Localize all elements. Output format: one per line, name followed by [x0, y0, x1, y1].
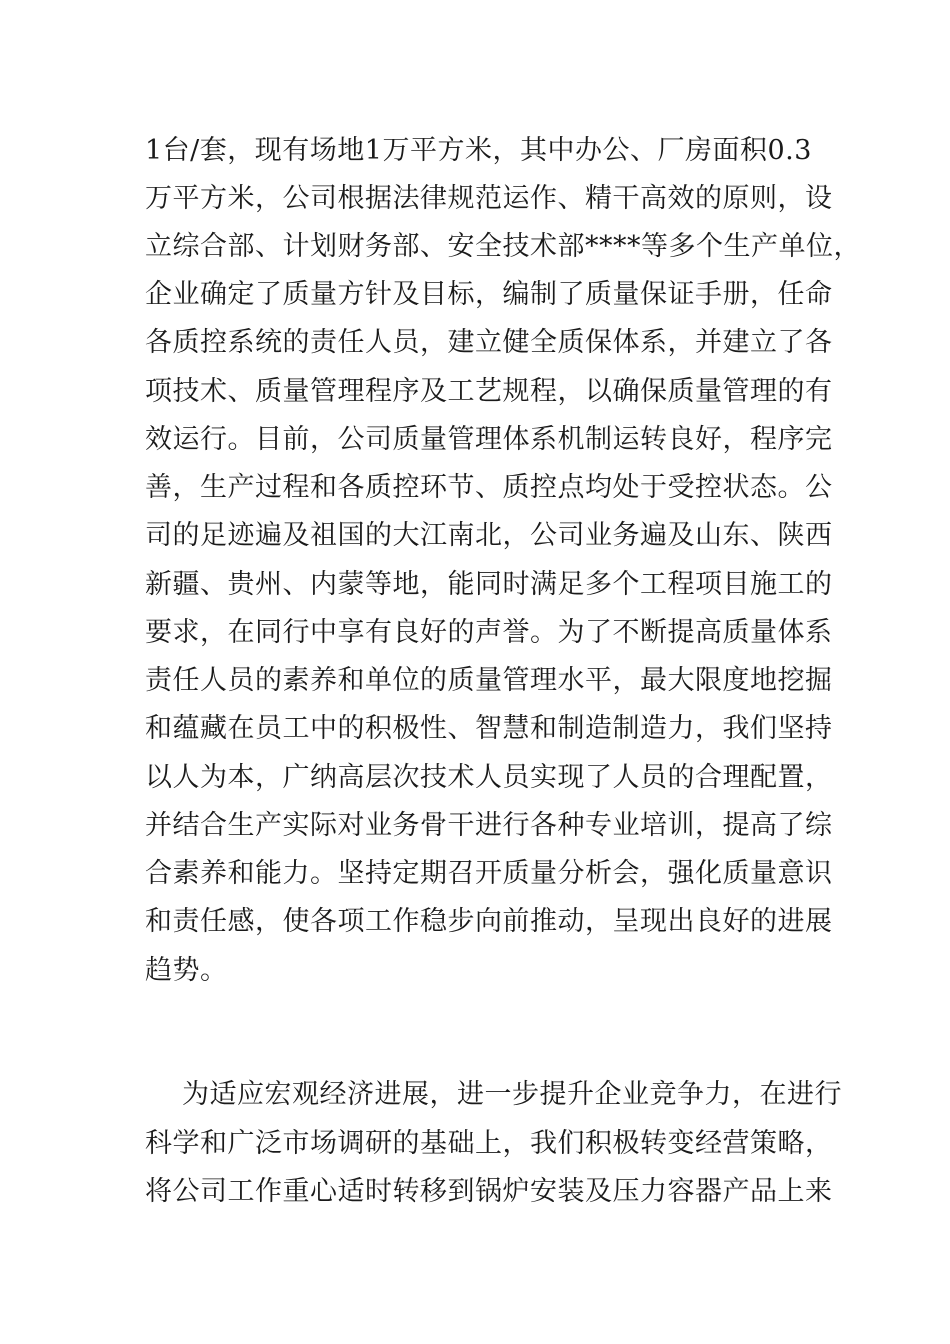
text-line: 司的足迹遍及祖国的大江南北，公司业务遍及山东、陕西	[145, 520, 833, 551]
text-line: 1台/套，现有场地1万平方米，其中办公、厂房面积0.3	[145, 135, 812, 166]
text-line: 趋势。	[145, 955, 228, 986]
text-line: 科学和广泛市场调研的基础上，我们积极转变经营策略，	[145, 1128, 833, 1159]
text-line: 以人为本，广纳高层次技术人员实现了人员的合理配置，	[145, 762, 833, 793]
text-line: 立综合部、计划财务部、安全技术部****等多个生产单位，	[145, 231, 861, 262]
text-line: 要求，在同行中享有良好的声誉。为了不断提高质量体系	[145, 617, 833, 648]
text-line: 和蕴藏在员工中的积极性、智慧和制造制造力，我们坚持	[145, 713, 833, 744]
text-line: 和责任感，使各项工作稳步向前推动，呈现出良好的进展	[145, 906, 833, 937]
text-line: 万平方米，公司根据法律规范运作、精干高效的原则，设	[145, 183, 833, 214]
text-line: 善，生产过程和各质控环节、质控点均处于受控状态。公	[145, 472, 833, 503]
text-line: 各质控系统的责任人员，建立健全质保体系，并建立了各	[145, 327, 833, 358]
text-line: 效运行。目前，公司质量管理体系机制运转良好，程序完	[145, 424, 833, 455]
text-line: 并结合生产实际对业务骨干进行各种专业培训，提高了综	[145, 810, 833, 841]
text-line: 企业确定了质量方针及目标，编制了质量保证手册，任命	[145, 279, 833, 310]
text-line: 合素养和能力。坚持定期召开质量分析会，强化质量意识	[145, 858, 833, 889]
text-line: 将公司工作重心适时转移到锅炉安装及压力容器产品上来	[145, 1176, 833, 1207]
text-line: 新疆、贵州、内蒙等地，能同时满足多个工程项目施工的	[145, 569, 833, 600]
text-line: 责任人员的素养和单位的质量管理水平，最大限度地挖掘	[145, 665, 833, 696]
text-line: 项技术、质量管理程序及工艺规程，以确保质量管理的有	[145, 376, 833, 407]
text-line: 为适应宏观经济进展，进一步提升企业竞争力，在进行	[182, 1079, 842, 1110]
